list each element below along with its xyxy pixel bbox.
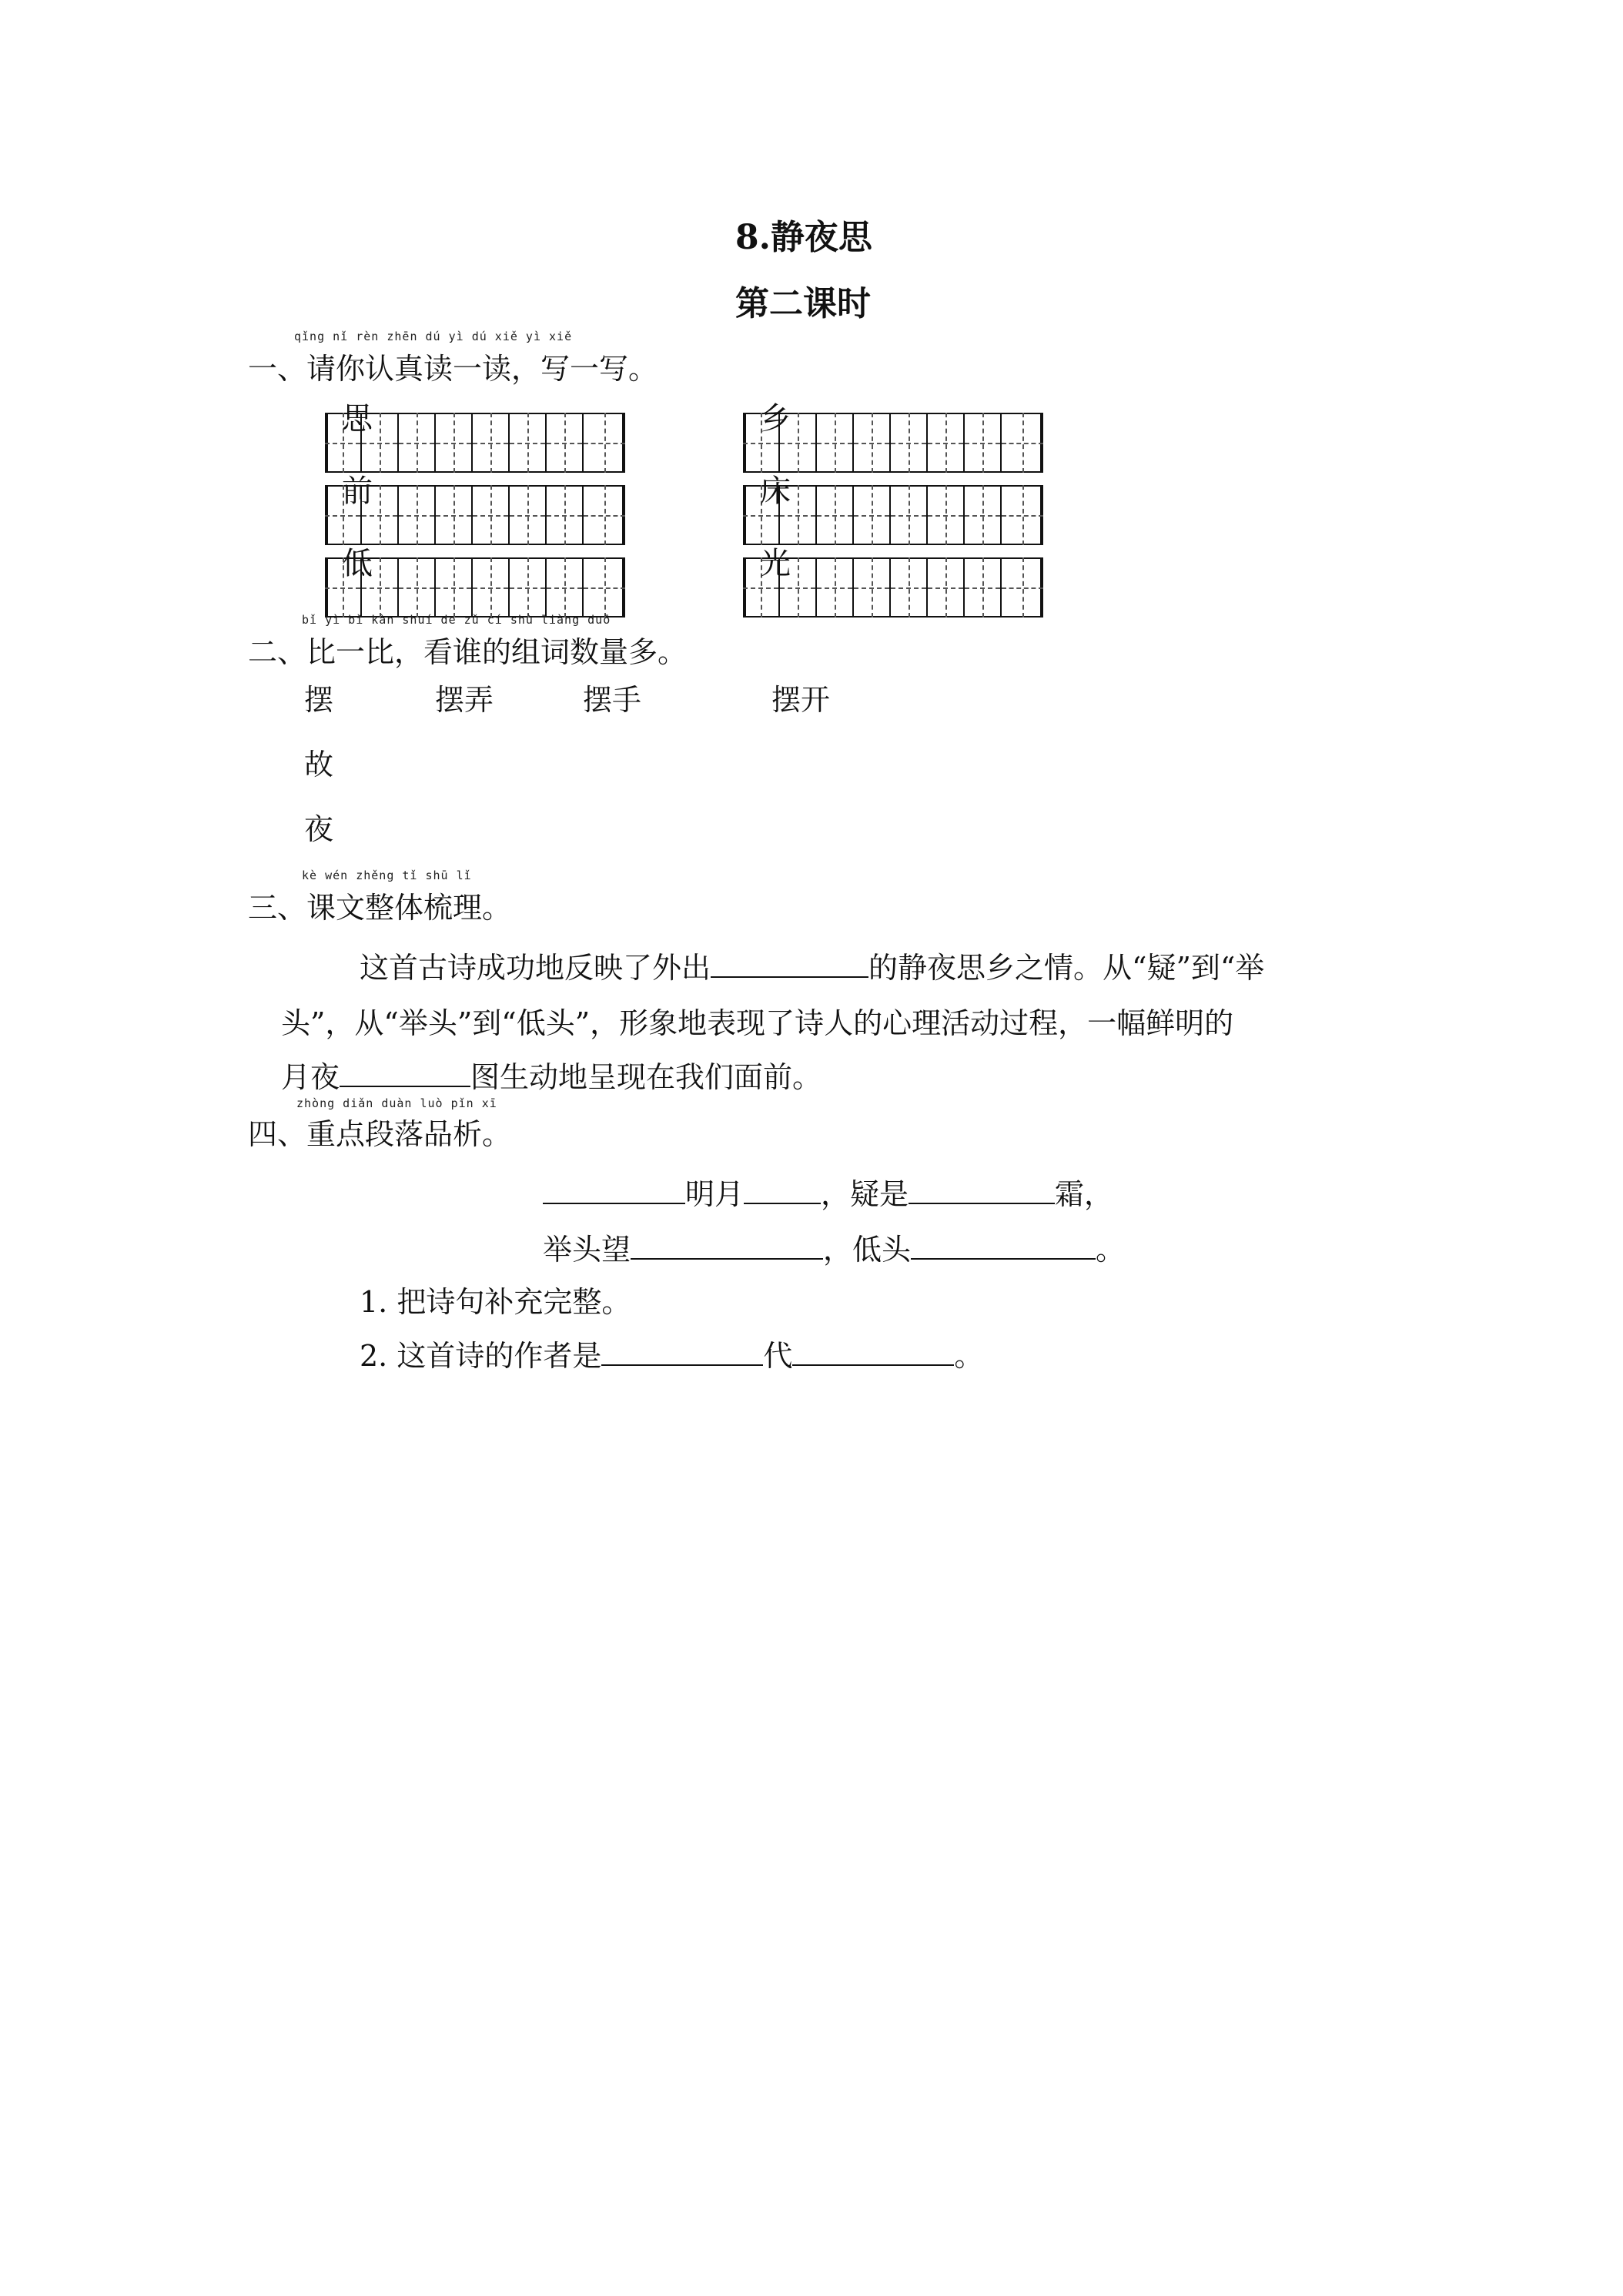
page-title: 8.静夜思 xyxy=(735,218,872,257)
section3-pinyin: kè wén zhěng tǐ shū lǐ xyxy=(302,869,472,882)
compare-word: 摆弄 xyxy=(435,683,494,717)
writing-grid-right-row-2 xyxy=(743,474,1043,545)
fill-blank[interactable] xyxy=(543,1176,685,1204)
section2-heading: 二、比一比，看谁的组词数量多。 xyxy=(248,635,688,669)
question-text: 代 xyxy=(763,1339,793,1373)
compare-char: 夜 xyxy=(304,812,334,846)
writing-grid-right-row-3 xyxy=(743,546,1043,618)
poem-text: ，疑是 xyxy=(821,1177,909,1211)
writing-grid-left-row-3 xyxy=(325,546,625,618)
grid-char: 思 xyxy=(342,401,373,437)
grid-char: 乡 xyxy=(760,401,791,437)
section4-pinyin: zhòng diǎn duàn luò pǐn xī xyxy=(296,1096,497,1110)
grid-char: 床 xyxy=(760,474,791,509)
compare-char: 摆 xyxy=(304,683,334,717)
page-subtitle: 第二课时 xyxy=(735,284,871,323)
summary-text: 这首古诗成功地反映了外出 xyxy=(360,951,711,985)
summary-text: 的静夜思乡之情。从“疑”到“举 xyxy=(868,951,1265,985)
fill-blank[interactable] xyxy=(744,1176,821,1204)
summary-line-1 xyxy=(360,944,1264,986)
summary-text: 图生动地呈现在我们面前。 xyxy=(470,1060,822,1094)
summary-line-2: 头”，从“举头”到“低头”，形象地表现了诗人的心理活动过程，一幅鲜明的 xyxy=(281,1006,1234,1040)
grid-char: 光 xyxy=(760,546,791,581)
question-text: 。 xyxy=(954,1339,984,1373)
fill-blank[interactable] xyxy=(711,950,868,978)
poem-text: ，低头 xyxy=(823,1233,912,1267)
section1-pinyin: qǐng nǐ rèn zhēn dú yì dú xiě yì xiě xyxy=(294,330,573,343)
poem-text: 。 xyxy=(1096,1233,1126,1267)
grid-char: 前 xyxy=(342,474,373,509)
section3-heading: 三、课文整体梳理。 xyxy=(248,891,512,925)
compare-word: 摆开 xyxy=(771,683,831,717)
question-2 xyxy=(360,1332,983,1374)
grid-char: 低 xyxy=(342,546,373,581)
summary-text: 月夜 xyxy=(281,1060,340,1094)
fill-blank[interactable] xyxy=(911,1232,1096,1260)
fill-blank[interactable] xyxy=(909,1176,1055,1204)
poem-text: 明月 xyxy=(685,1177,745,1211)
poem-line-2 xyxy=(543,1226,1125,1268)
poem-text: 举头望 xyxy=(543,1233,631,1267)
compare-word: 摆手 xyxy=(583,683,642,717)
fill-blank[interactable] xyxy=(340,1059,470,1087)
question-1: 1. 把诗句补充完整。 xyxy=(360,1285,631,1319)
question-text: 2. 这首诗的作者是 xyxy=(360,1339,602,1373)
fill-blank[interactable] xyxy=(601,1338,763,1366)
section4-heading: 四、重点段落品析。 xyxy=(248,1117,512,1151)
section2-pinyin: bǐ yì bǐ kàn shuí de zǔ cí shù liàng duō xyxy=(302,613,611,627)
poem-line-1 xyxy=(543,1170,1113,1213)
writing-grid-right-row-1 xyxy=(743,401,1043,473)
section1-heading: 一、请你认真读一读，写一写。 xyxy=(248,352,658,386)
fill-blank[interactable] xyxy=(792,1338,954,1366)
poem-text: 霜， xyxy=(1055,1177,1114,1211)
summary-line-3 xyxy=(281,1053,822,1096)
writing-grid-left-row-1 xyxy=(325,401,625,473)
fill-blank[interactable] xyxy=(631,1232,823,1260)
compare-char: 故 xyxy=(304,748,334,782)
writing-grid-left-row-2 xyxy=(325,474,625,545)
